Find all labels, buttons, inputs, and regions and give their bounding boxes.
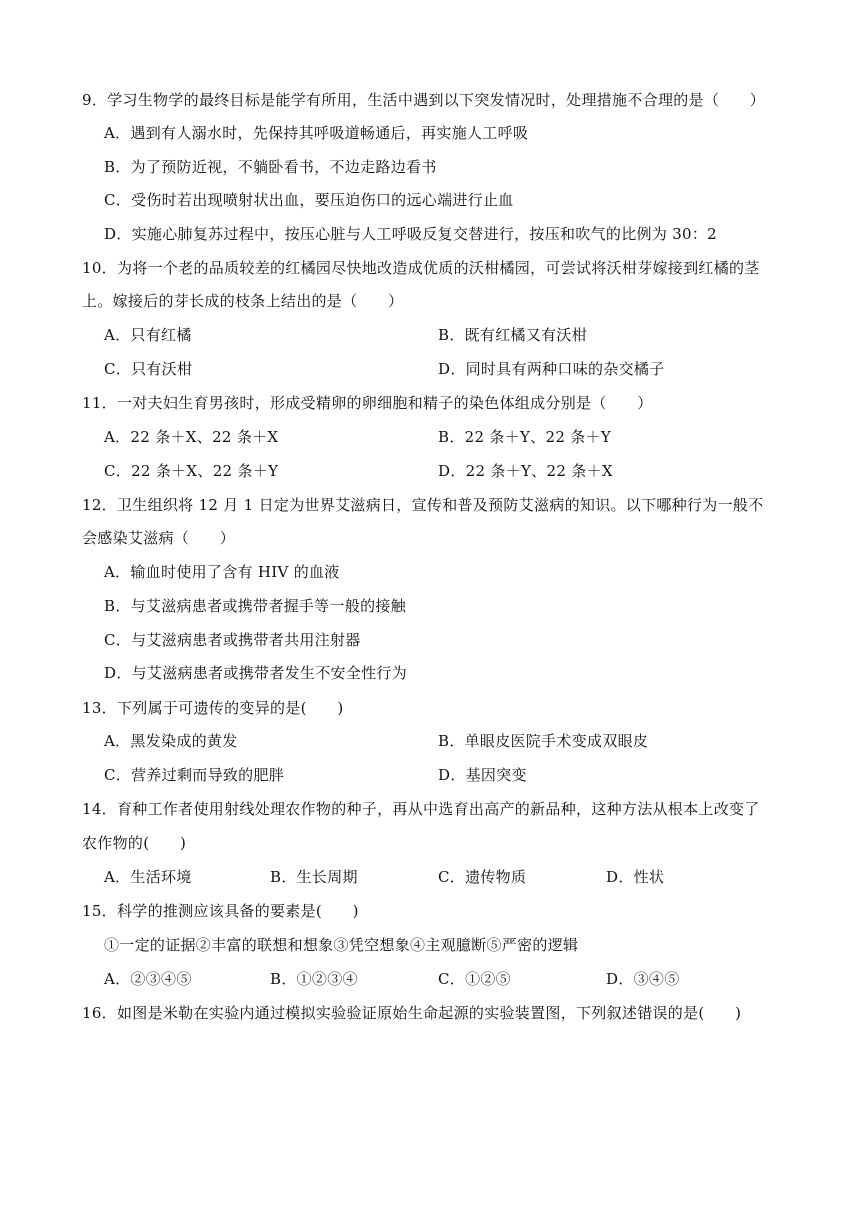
- question-15-option-c: C．①②⑤: [438, 970, 511, 988]
- question-13-option-c: C．营养过剩而导致的肥胖: [104, 766, 285, 784]
- question-10-stem-line-2: 上。嫁接后的芽长成的枝条上结出的是（ ）: [82, 292, 404, 310]
- question-9-stem: 9．学习生物学的最终目标是能学有所用，生活中遇到以下突发情况时，处理措施不合理的是（ ）: [82, 91, 766, 109]
- question-10-option-d: D．同时具有两种口味的杂交橘子: [438, 360, 665, 378]
- question-11-option-d: D．22 条＋Y、22 条＋X: [438, 462, 613, 480]
- question-15-option-b: B．①②③④: [270, 970, 358, 988]
- question-12-stem-line-2: 会感染艾滋病（ ）: [82, 529, 236, 547]
- question-9-option-a: A．遇到有人溺水时，先保持其呼吸道畅通后，再实施人工呼吸: [104, 124, 529, 142]
- question-15-option-d: D．③④⑤: [606, 970, 680, 988]
- question-15-option-a: A．②③④⑤: [104, 970, 192, 988]
- question-10-option-c: C．只有沃柑: [104, 360, 193, 378]
- question-11-option-a: A．22 条＋X、22 条＋X: [104, 428, 279, 446]
- question-14-stem-line-2: 农作物的( ): [82, 834, 187, 852]
- question-11-option-c: C．22 条＋X、22 条＋Y: [104, 462, 279, 480]
- question-15-elements: ①一定的证据②丰富的联想和想象③凭空想象④主观臆断⑤严密的逻辑: [104, 936, 579, 954]
- question-13-option-d: D．基因突变: [438, 766, 527, 784]
- question-9-option-d: D．实施心肺复苏过程中，按压心脏与人工呼吸反复交替进行，按压和吹气的比例为 30：2: [104, 225, 718, 243]
- question-10-option-b: B．既有红橘又有沃柑: [438, 326, 588, 344]
- question-12-option-c: C．与艾滋病患者或携带者共用注射器: [104, 631, 361, 649]
- question-14-option-a: A．生活环境: [104, 868, 192, 886]
- question-10-stem-line-1: 10．为将一个老的品质较差的红橘园尽快地改造成优质的沃柑橘园，可尝试将沃柑芽嫁接到红橘的茎: [82, 259, 760, 277]
- question-14-option-c: C．遗传物质: [438, 868, 527, 886]
- question-16-stem: 16．如图是米勒在实验内通过模拟实验验证原始生命起源的实验装置图，下列叙述错误的是( ): [82, 1004, 742, 1022]
- question-13-option-b: B．单眼皮医院手术变成双眼皮: [438, 732, 649, 750]
- question-12-option-d: D．与艾滋病患者或携带者发生不安全性行为: [104, 664, 408, 682]
- question-13-stem: 13．下列属于可遗传的变异的是( ): [82, 699, 344, 717]
- question-12-option-a: A．输血时使用了含有 HIV 的血液: [104, 563, 340, 581]
- question-9-option-c: C．受伤时若出现喷射状出血，要压迫伤口的远心端进行止血: [104, 191, 514, 209]
- question-11-stem: 11．一对夫妇生育男孩时，形成受精卵的卵细胞和精子的染色体组成分别是（ ）: [82, 394, 653, 412]
- question-13-option-a: A．黑发染成的黄发: [104, 732, 238, 750]
- question-14-option-b: B．生长周期: [270, 868, 358, 886]
- question-15-stem: 15．科学的推测应该具备的要素是( ): [82, 902, 359, 920]
- question-12-stem-line-1: 12．卫生组织将 12 月 1 日定为世界艾滋病日，宣传和普及预防艾滋病的知识。以下哪种行为一般不: [82, 496, 764, 514]
- question-9-option-b: B．为了预防近视，不躺卧看书，不边走路边看书: [104, 158, 437, 176]
- question-14-option-d: D．性状: [606, 868, 665, 886]
- question-12-option-b: B．与艾滋病患者或携带者握手等一般的接触: [104, 597, 407, 615]
- question-14-stem-line-1: 14．育种工作者使用射线处理农作物的种子，再从中选育出高产的新品种，这种方法从根本上改变了: [82, 800, 760, 818]
- question-10-option-a: A．只有红橘: [104, 326, 192, 344]
- question-11-option-b: B．22 条＋Y、22 条＋Y: [438, 428, 612, 446]
